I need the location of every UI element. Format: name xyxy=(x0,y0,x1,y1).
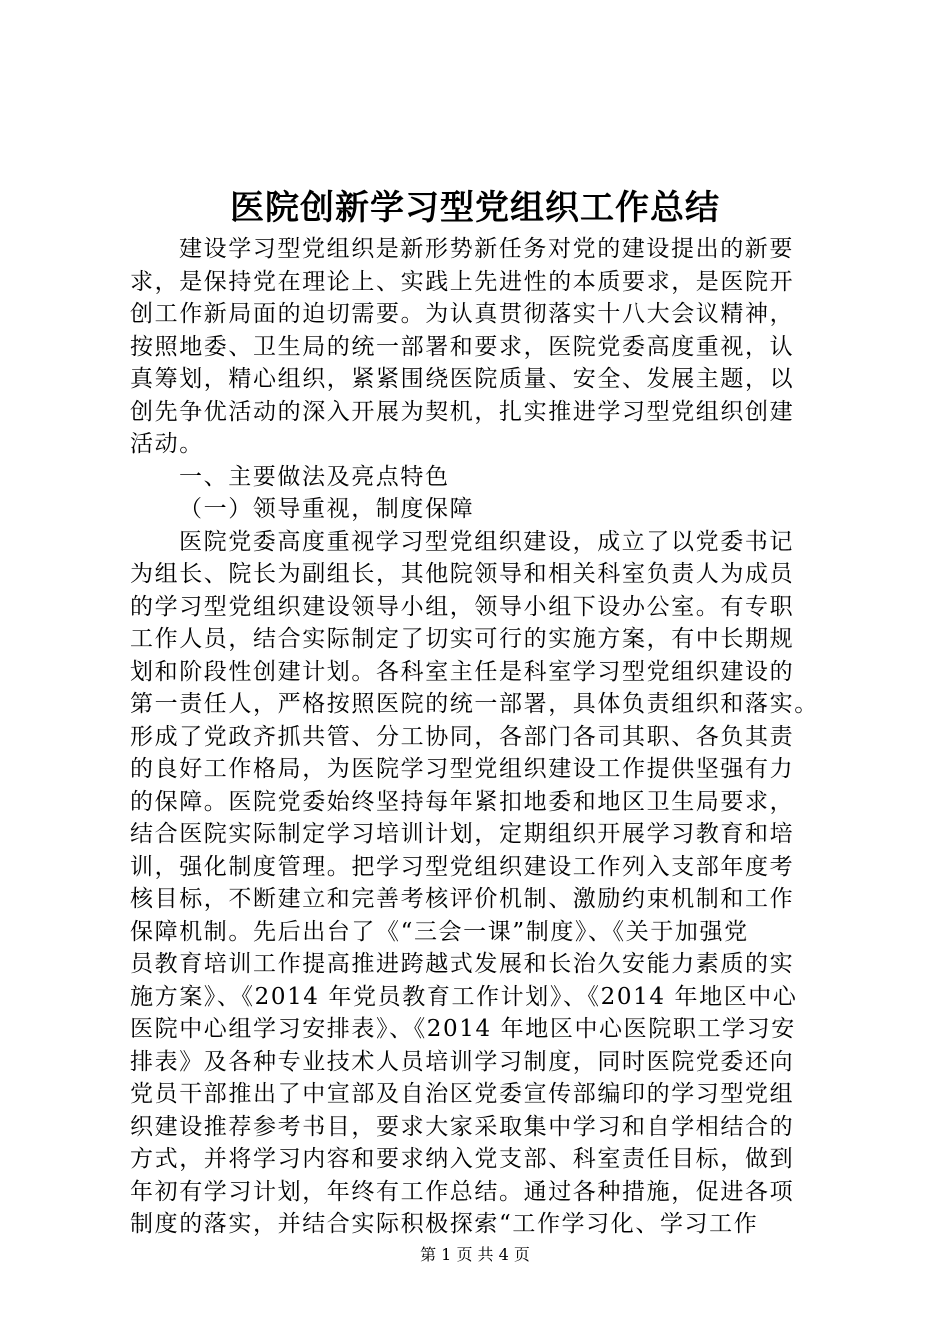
text-line: 划和阶段性创建计划。各科室主任是科室学习型党组织建设的 xyxy=(130,658,795,685)
text-line: 求，是保持党在理论上、实践上先进性的本质要求，是医院开 xyxy=(130,268,795,295)
document-title: 医院创新学习型党组织工作总结 xyxy=(230,188,720,228)
text-line: 保障机制。先后出台了《“三会一课”制度》、《关于加强党 xyxy=(130,918,749,945)
document-body xyxy=(130,233,830,1241)
text-line: 党员干部推出了中宣部及自治区党委宣传部编印的学习型党组 xyxy=(130,1081,795,1107)
text-line: 真筹划，精心组织，紧紧围绕医院质量、安全、发展主题，以 xyxy=(130,366,795,392)
text-line: 形成了党政齐抓共管、分工协同，各部门各司其职、各负其责 xyxy=(130,723,795,750)
text-line: 第一责任人，严格按照医院的统一部署，具体负责组织和落实。 xyxy=(130,691,819,717)
text-line: 制度的落实，并结合实际积极探索“工作学习化、学习工作 xyxy=(130,1211,759,1237)
text-line: 员教育培训工作提高推进跨越式发展和长治久安能力素质的实 xyxy=(130,951,795,977)
text-line: 方式，并将学习内容和要求纳入党支部、科室责任目标，做到 xyxy=(130,1146,795,1172)
subsection-heading: （一）领导重视，制度保障 xyxy=(179,496,475,522)
text-line: 织建设推荐参考书目，要求大家采取集中学习和自学相结合的 xyxy=(130,1113,795,1140)
text-line: 工作人员，结合实际制定了切实可行的实施方案，有中长期规 xyxy=(130,626,795,652)
text-line: 创先争优活动的深入开展为契机，扎实推进学习型党组织创建 xyxy=(130,398,795,425)
text-line: 的保障。医院党委始终坚持每年紧扣地委和地区卫生局要求， xyxy=(130,788,795,815)
text-line: 的良好工作格局，为医院学习型党组织建设工作提供坚强有力 xyxy=(130,756,795,782)
text-line: 排表》及各种专业技术人员培训学习制度，同时医院党委还向 xyxy=(130,1048,795,1075)
text-line: 建设学习型党组织是新形势新任务对党的建设提出的新要 xyxy=(179,236,794,262)
text-line: 年初有学习计划，年终有工作总结。通过各种措施，促进各项 xyxy=(130,1178,795,1205)
text-line: 施方案》、《2014 年党员教育工作计划》、《2014 年地区中心 xyxy=(130,983,798,1010)
text-line: 创工作新局面的迫切需要。为认真贯彻落实十八大会议精神， xyxy=(130,301,795,327)
text-line: 医院中心组学习安排表》、《2014 年地区中心医院职工学习安 xyxy=(130,1016,796,1042)
text-line: 结合医院实际制定学习培训计划，定期组织开展学习教育和培 xyxy=(130,821,795,847)
text-line: 按照地委、卫生局的统一部署和要求，医院党委高度重视，认 xyxy=(130,333,795,360)
section-heading: 一、主要做法及亮点特色 xyxy=(179,463,450,490)
text-line: 核目标，不断建立和完善考核评价机制、激励约束机制和工作 xyxy=(130,886,795,912)
text-line: 活动。 xyxy=(130,431,204,457)
text-line: 训，强化制度管理。把学习型党组织建设工作列入支部年度考 xyxy=(130,853,795,880)
text-line: 医院党委高度重视学习型党组织建设，成立了以党委书记 xyxy=(179,528,794,555)
text-line: 的学习型党组织建设领导小组，领导小组下设办公室。有专职 xyxy=(130,593,795,620)
page-footer: 第 1 页 共 4 页 xyxy=(420,1245,530,1264)
text-line: 为组长、院长为副组长，其他院领导和相关科室负责人为成员 xyxy=(130,561,795,587)
